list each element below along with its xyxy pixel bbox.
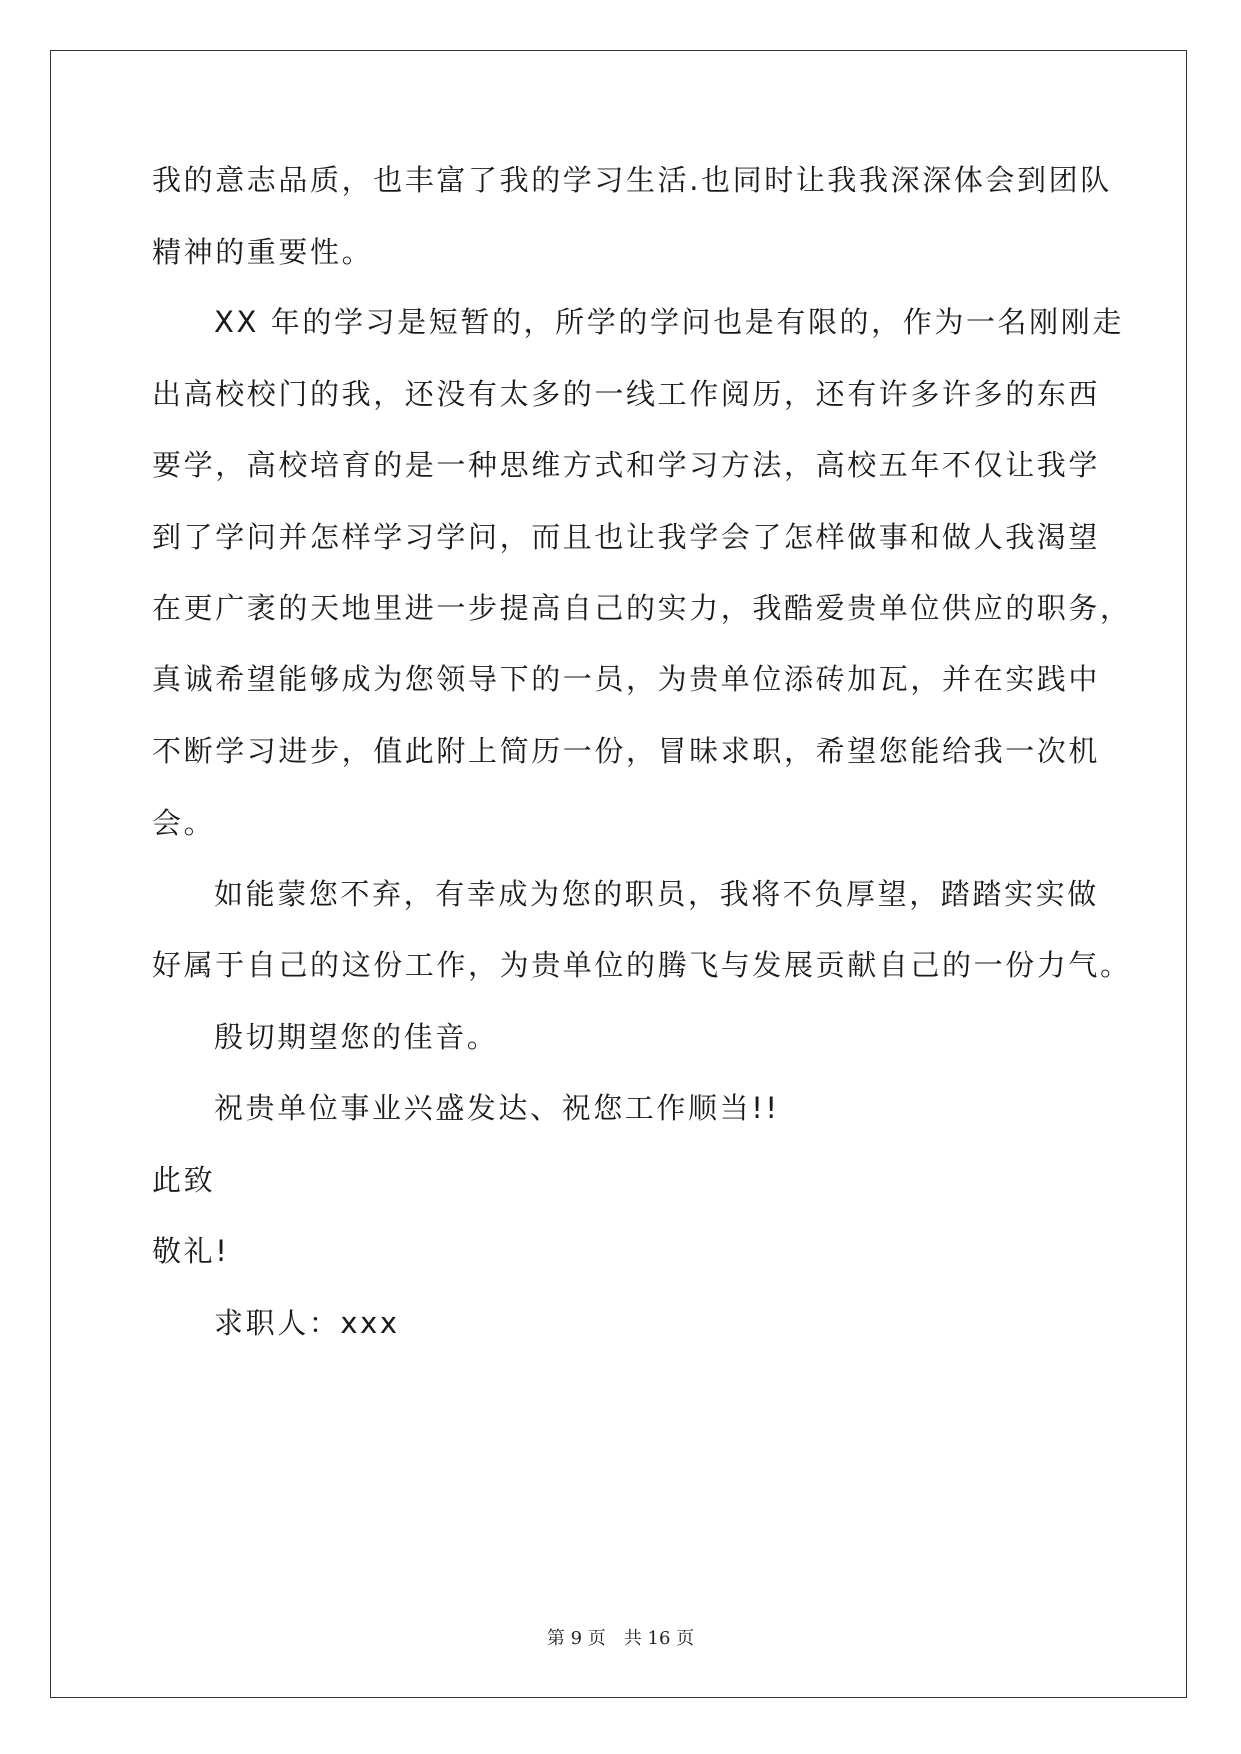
- text-line: 在更广袤的天地里进一步提高自己的实力，我酷爱贵单位供应的职务，: [152, 591, 1132, 625]
- text-line: 出高校校门的我，还没有太多的一线工作阅历，还有许多许多的东西: [152, 377, 1101, 411]
- text-line: XX 年的学习是短暂的，所学的学问也是有限的，作为一名刚刚走: [214, 305, 1124, 339]
- text-line: 不断学习进步，值此附上简历一份，冒昧求职，希望您能给我一次机: [152, 734, 1101, 768]
- text-line: 精神的重要性。: [152, 235, 374, 269]
- text-line: 我的意志品质，也丰富了我的学习生活.也同时让我我深深体会到团队: [152, 163, 1112, 197]
- text-line: 到了学问并怎样学习学问，而且也让我学会了怎样做事和做人我渴望: [152, 520, 1101, 554]
- text-line: 好属于自己的这份工作，为贵单位的腾飞与发展贡献自己的一份力气。: [152, 948, 1132, 982]
- page-number: 第 9 页 共 16 页: [546, 1628, 695, 1649]
- text-line: 求职人：xxx: [214, 1306, 400, 1340]
- text-line: 真诚希望能够成为您领导下的一员，为贵单位添砖加瓦，并在实践中: [152, 662, 1101, 696]
- text-line: 敬礼!: [152, 1234, 230, 1268]
- text-line: 此致: [152, 1163, 216, 1197]
- text-line: 殷切期望您的佳音。: [214, 1020, 499, 1054]
- text-line: 如能蒙您不弃，有幸成为您的职员，我将不负厚望，踏踏实实做: [214, 877, 1099, 911]
- page-border: [50, 50, 1187, 1698]
- text-line: 祝贵单位事业兴盛发达、祝您工作顺当!!: [214, 1091, 780, 1125]
- text-line: 会。: [152, 806, 216, 840]
- text-line: 要学，高校培育的是一种思维方式和学习方法，高校五年不仅让我学: [152, 448, 1101, 482]
